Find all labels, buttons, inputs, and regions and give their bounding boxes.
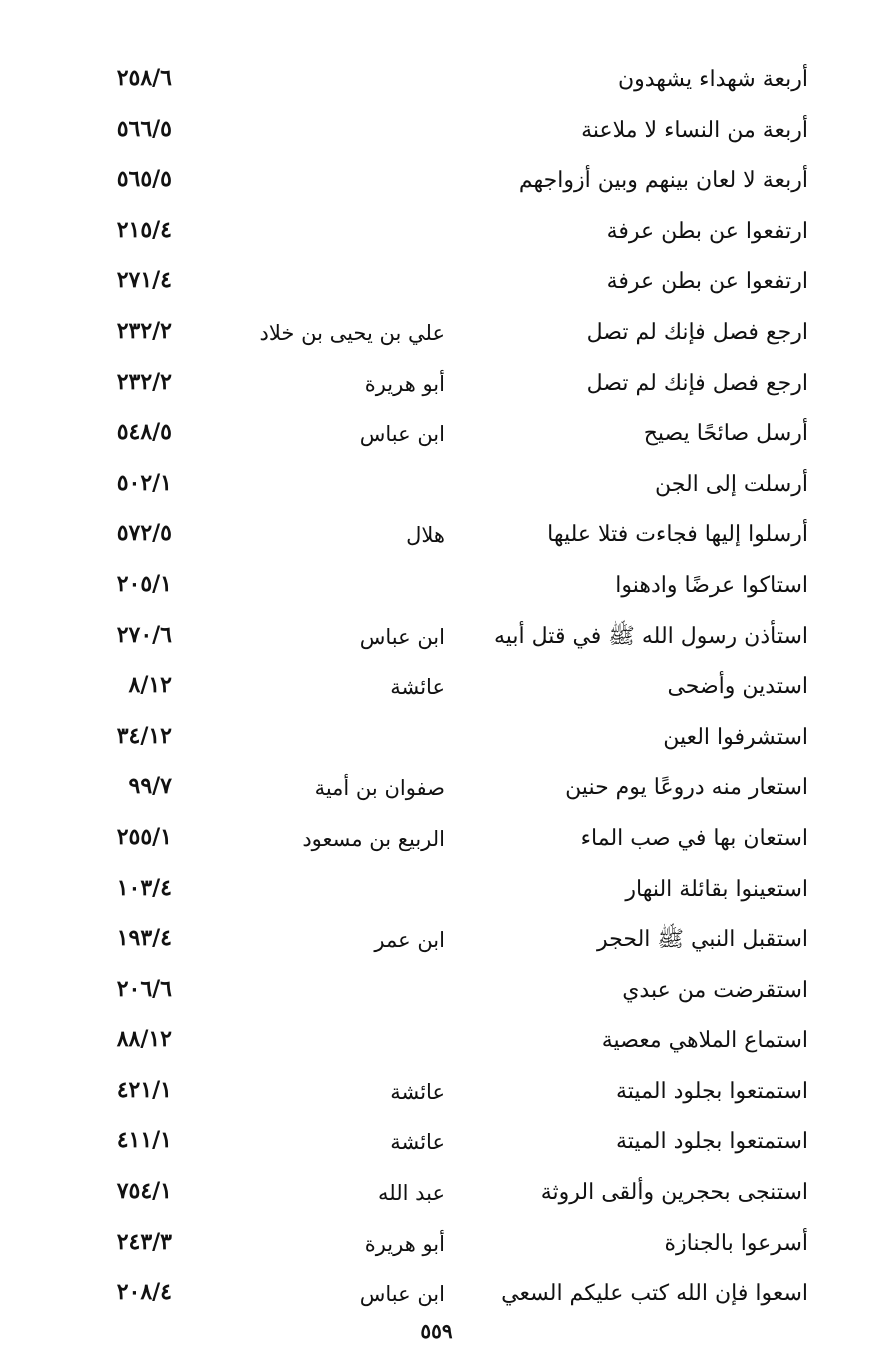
hadith-text: استقرضت من عبدي (622, 977, 808, 1003)
hadith-text: أسرعوا بالجنازة (664, 1230, 808, 1256)
hadith-text: استعان بها في صب الماء (580, 825, 808, 851)
index-row (0, 309, 873, 360)
hadith-text: أرسلت إلى الجن (655, 471, 808, 497)
index-row (0, 714, 873, 765)
index-row (0, 258, 873, 309)
index-row (0, 410, 873, 461)
hadith-text: استشرفوا العين (663, 724, 808, 750)
hadith-text: أربعة من النساء لا ملاعنة (581, 117, 808, 143)
hadith-text: ارتفعوا عن بطن عرفة (606, 218, 808, 244)
volume-page-reference: ٥٤٨/٥ (116, 419, 172, 446)
narrator-name: ابن عباس (359, 1282, 445, 1307)
volume-page-reference: ٢٣٢/٢ (116, 317, 172, 344)
hadith-text: ارجع فصل فإنك لم تصل (586, 319, 808, 345)
index-row (0, 1220, 873, 1271)
narrator-name: عائشة (390, 1079, 445, 1104)
hadith-text: استأذن رسول الله ﷺ في قتل أبيه (493, 623, 808, 649)
volume-page-reference: ٢٥٨/٦ (116, 65, 172, 91)
hadith-text: استعينوا بقائلة النهار (625, 876, 808, 902)
hadith-index-list (0, 56, 873, 1321)
index-row (0, 815, 873, 866)
hadith-text: أربعة لا لعان بينهم وبين أزواجهم (518, 168, 808, 194)
hadith-text: استدين وأضحى (667, 674, 808, 700)
volume-page-reference: ٢٤٣/٣ (116, 1228, 172, 1255)
volume-page-reference: ٥٠٢/١ (116, 469, 172, 496)
volume-page-reference: ٢٧١/٤ (116, 267, 172, 294)
index-row (0, 107, 873, 158)
volume-page-reference: ٢٠٥/١ (116, 570, 172, 597)
hadith-text: استمتعوا بجلود الميتة (616, 1078, 808, 1104)
volume-page-reference: ٨٨/١٢ (116, 1026, 172, 1053)
hadith-text: اسعوا فإن الله كتب عليكم السعي (501, 1281, 808, 1307)
index-row (0, 461, 873, 512)
index-row (0, 866, 873, 917)
narrator-name: ابن عباس (359, 422, 445, 447)
hadith-text: استقبل النبي ﷺ الحجر (597, 927, 808, 953)
page-number: ٥٥٩ (420, 1319, 453, 1343)
volume-page-reference: ٢٠٦/٦ (116, 975, 172, 1002)
narrator-name: الربيع بن مسعود (302, 826, 445, 851)
volume-page-reference: ٤١١/١ (116, 1127, 172, 1154)
index-row (0, 360, 873, 411)
volume-page-reference: ٥٦٦/٥ (116, 115, 172, 142)
volume-page-reference: ٣٤/١٢ (116, 722, 172, 749)
volume-page-reference: ١٠٣/٤ (116, 874, 172, 901)
index-row (0, 1017, 873, 1068)
narrator-name: ابن عباس (359, 624, 445, 649)
volume-page-reference: ٥٧٢/٥ (116, 520, 172, 547)
narrator-name: أبو هريرة (364, 371, 445, 396)
hadith-text: أرسلوا إليها فجاءت فتلا عليها (547, 522, 808, 548)
narrator-name: عبد الله (377, 1181, 445, 1206)
narrator-name: هلال (406, 523, 445, 548)
volume-page-reference: ١٩٣/٤ (116, 925, 172, 952)
index-row (0, 511, 873, 562)
narrator-name: أبو هريرة (364, 1231, 445, 1256)
narrator-name: عائشة (390, 1130, 445, 1155)
index-row (0, 663, 873, 714)
volume-page-reference: ٢٠٨/٤ (116, 1279, 172, 1306)
index-row (0, 157, 873, 208)
volume-page-reference: ٢٧٠/٦ (116, 621, 172, 648)
narrator-name: ابن عمر (374, 928, 445, 953)
index-row (0, 56, 873, 107)
volume-page-reference: ٧٥٤/١ (116, 1178, 172, 1205)
index-row (0, 1118, 873, 1169)
hadith-text: استنجى بحجرين وألقى الروثة (540, 1180, 808, 1206)
hadith-text: ارتفعوا عن بطن عرفة (606, 269, 808, 295)
hadith-text: استاكوا عرضًا وادهنوا (615, 572, 808, 598)
index-row (0, 967, 873, 1018)
index-row (0, 916, 873, 967)
volume-page-reference: ٢٣٢/٢ (116, 368, 172, 395)
narrator-name: علي بن يحيى بن خلاد (259, 320, 445, 345)
volume-page-reference: ٢١٥/٤ (116, 216, 172, 243)
hadith-text: استعار منه دروعًا يوم حنين (565, 775, 808, 801)
hadith-text: أربعة شهداء يشهدون (617, 67, 808, 92)
index-row (0, 562, 873, 613)
hadith-text: ارجع فصل فإنك لم تصل (586, 370, 808, 396)
volume-page-reference: ٢٥٥/١ (116, 823, 172, 850)
volume-page-reference: ٩٩/٧ (128, 773, 172, 800)
volume-page-reference: ٤٢١/١ (116, 1076, 172, 1103)
volume-page-reference: ٥٦٥/٥ (116, 166, 172, 193)
hadith-text: استماع الملاهي معصية (601, 1028, 808, 1054)
hadith-text: أرسل صائحًا يصيح (643, 421, 808, 447)
index-row (0, 1270, 873, 1321)
hadith-text: استمتعوا بجلود الميتة (616, 1129, 808, 1155)
narrator-name: صفوان بن أمية (314, 776, 445, 801)
index-row (0, 208, 873, 259)
index-row (0, 1169, 873, 1220)
narrator-name: عائشة (390, 675, 445, 700)
index-row (0, 764, 873, 815)
index-row (0, 1068, 873, 1119)
volume-page-reference: ٨/١٢ (128, 672, 172, 699)
index-row (0, 613, 873, 664)
